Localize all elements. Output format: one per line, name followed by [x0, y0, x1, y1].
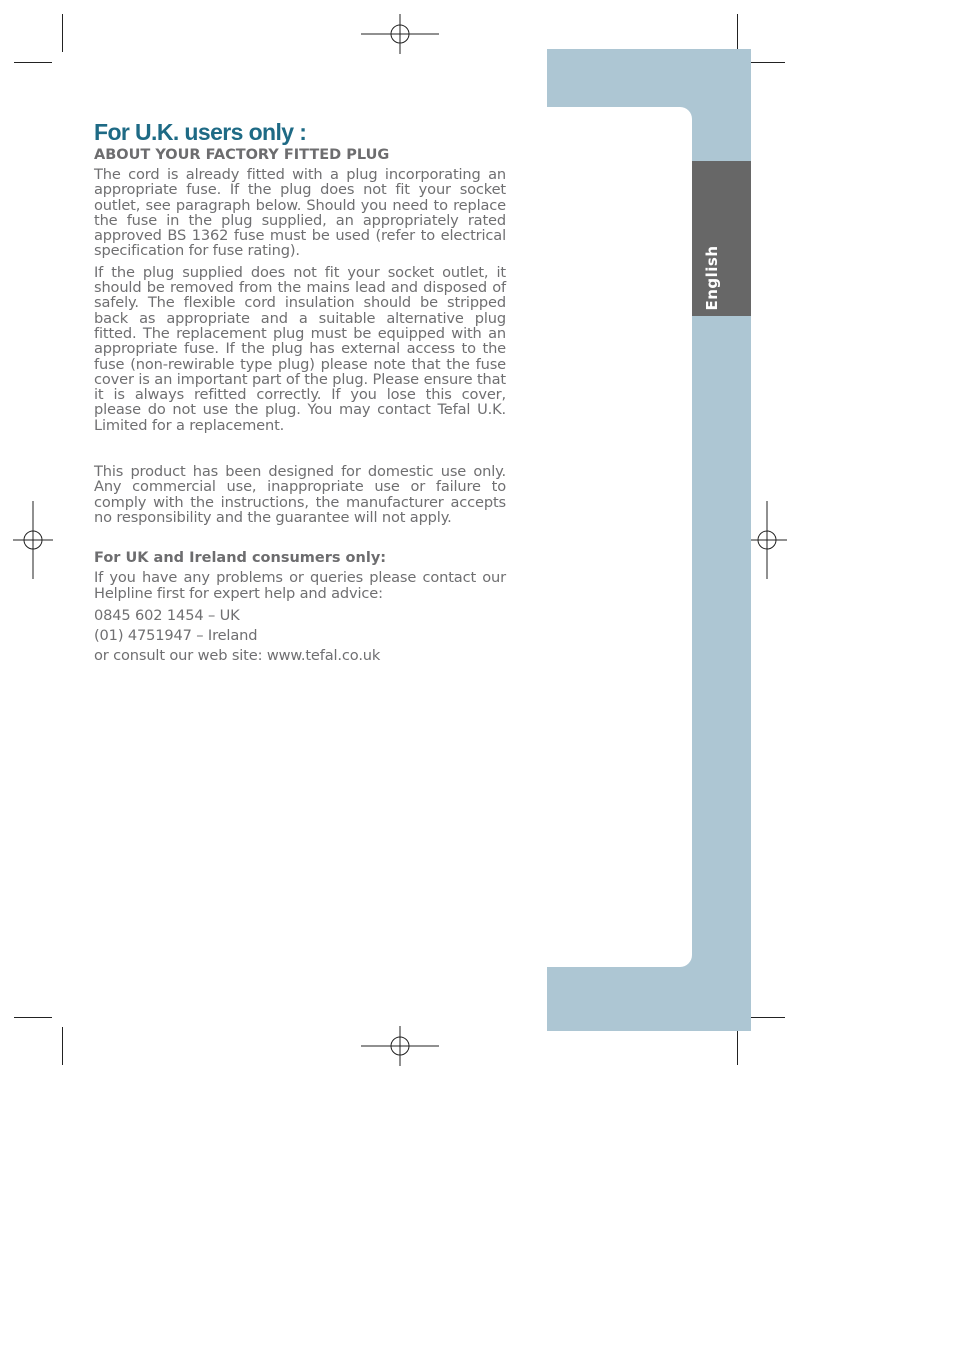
language-tab-active	[692, 161, 751, 316]
crop-mark	[62, 14, 63, 52]
registration-mark-right	[747, 501, 787, 579]
website-line: or consult our web site: www.tefal.co.uk	[94, 646, 381, 664]
registration-mark-top	[361, 14, 439, 54]
helpline-intro: If you have any problems or queries please contact our Helpline first for expert help and advice:	[94, 569, 506, 602]
main-content	[94, 118, 506, 667]
section-subtitle: ABOUT YOUR FACTORY FITTED PLUG	[94, 147, 390, 163]
domestic-use-notice: This product has been designed for domestic use only. Any commercial use, inappropriate use or failure to comply with the instructions, the manufacturer accepts no responsibility and the guarantee will not apply.	[94, 463, 506, 526]
crop-mark	[737, 1027, 738, 1065]
fuse-paragraph: The cord is already fitted with a plug incorporating an appropriate fuse. If the plug does not fit your socket outlet, see paragraph below. Should you need to replace the fuse in the plug supplied, an appropriately rated approved BS 1362 fuse must be used (refer to electrical specification for fuse rating).	[94, 166, 506, 260]
spacer	[94, 439, 506, 464]
crop-mark	[14, 62, 52, 63]
phone-uk: 0845 602 1454 – UK	[94, 606, 240, 624]
crop-mark	[14, 1017, 52, 1018]
registration-mark-left	[13, 501, 53, 579]
page-title: For U.K. users only :	[94, 119, 307, 145]
language-label: English	[703, 245, 721, 311]
crop-mark	[62, 1027, 63, 1065]
spacer	[94, 531, 506, 549]
phone-ireland: (01) 4751947 – Ireland	[94, 626, 258, 644]
crop-mark	[747, 62, 785, 63]
plug-replacement-paragraph: If the plug supplied does not fit your socket outlet, it should be removed from the mains lead and disposed of safely. The flexible cord insulation should be stripped back as appropriate and a suitable alternative plug fitted. The replacement plug must be equipped with an appropriate fuse. If the plug has external access to the fuse (non-rewirable type plug) please note that the fuse cover is an important part of the plug. Please ensure that it is always refitted correctly. If you lose this cover, please do not use the plug. You may contact Tefal U.K. Limited for a replacement.	[94, 263, 506, 434]
consumers-heading: For UK and Ireland consumers only:	[94, 550, 387, 567]
crop-mark	[747, 1017, 785, 1018]
registration-mark-bottom	[361, 1026, 439, 1066]
crop-mark	[737, 14, 738, 52]
language-tab-inner	[547, 107, 692, 967]
